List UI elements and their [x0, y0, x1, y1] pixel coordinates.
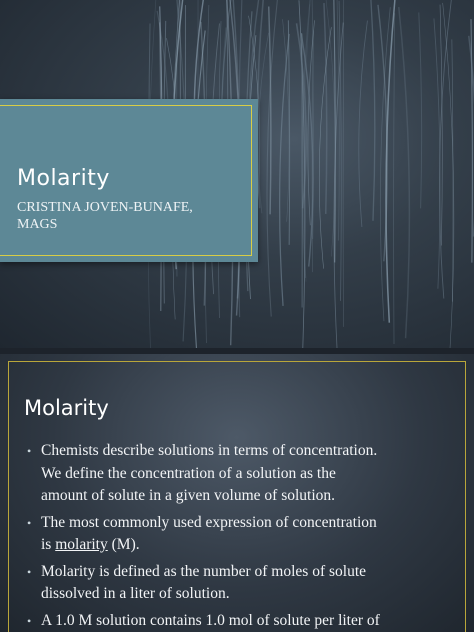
bullet-item [24, 610, 464, 632]
streak-line [399, 7, 410, 338]
bullet-line [41, 534, 464, 557]
bullet-text: is [41, 536, 56, 553]
bullet-item [24, 561, 464, 606]
bullet-text: (M). [107, 536, 140, 553]
streak-line [380, 7, 390, 321]
streak-line [378, 5, 387, 262]
streak-line [370, 0, 375, 221]
bullet-icon: • [27, 444, 32, 458]
streak-line [359, 21, 368, 227]
bullet-list [24, 440, 464, 632]
bullet-item [24, 512, 464, 557]
bullet-icon: • [27, 564, 32, 579]
streak-line [267, 0, 279, 317]
bullet-line: A 1.0 M solution contains 1.0 mol of solute per liter of [41, 611, 380, 629]
bullet-line: amount of solute in a given volume of solution. [41, 487, 336, 504]
streak-line [394, 13, 395, 344]
streak-line [419, 12, 422, 208]
bullet-line: Molarity is defined as the number of moles of solute [41, 562, 367, 580]
streak-line [337, 0, 340, 241]
streak-line [280, 34, 289, 306]
author-subtitle [17, 199, 247, 233]
content-slide [0, 354, 474, 632]
author-line-2: MAGS [17, 217, 58, 232]
bullet-line: Chemists describe solutions in terms of concentration. [41, 442, 378, 459]
bullet-line: dissolved in a liter of solution. [41, 585, 230, 602]
bullet-item [24, 440, 464, 508]
bullet-line: We define the concentration of a solution as the [41, 464, 336, 482]
slide-title: Molarity [17, 166, 110, 191]
bullet-icon: • [27, 515, 32, 530]
streak-line [343, 0, 344, 327]
streak-line [434, 18, 440, 288]
bullet-line: The most commonly used expression of concentration [41, 513, 377, 531]
streak-line [324, 3, 327, 214]
streak-line [469, 36, 474, 237]
content-slide-title: Molarity [24, 396, 109, 420]
author-line-1: CRISTINA JOVEN-BUNAFE, [17, 200, 193, 215]
streak-line [452, 39, 453, 301]
bullet-icon: • [27, 613, 32, 628]
streak-line [257, 0, 263, 208]
molarity-term: molarity [55, 536, 108, 553]
